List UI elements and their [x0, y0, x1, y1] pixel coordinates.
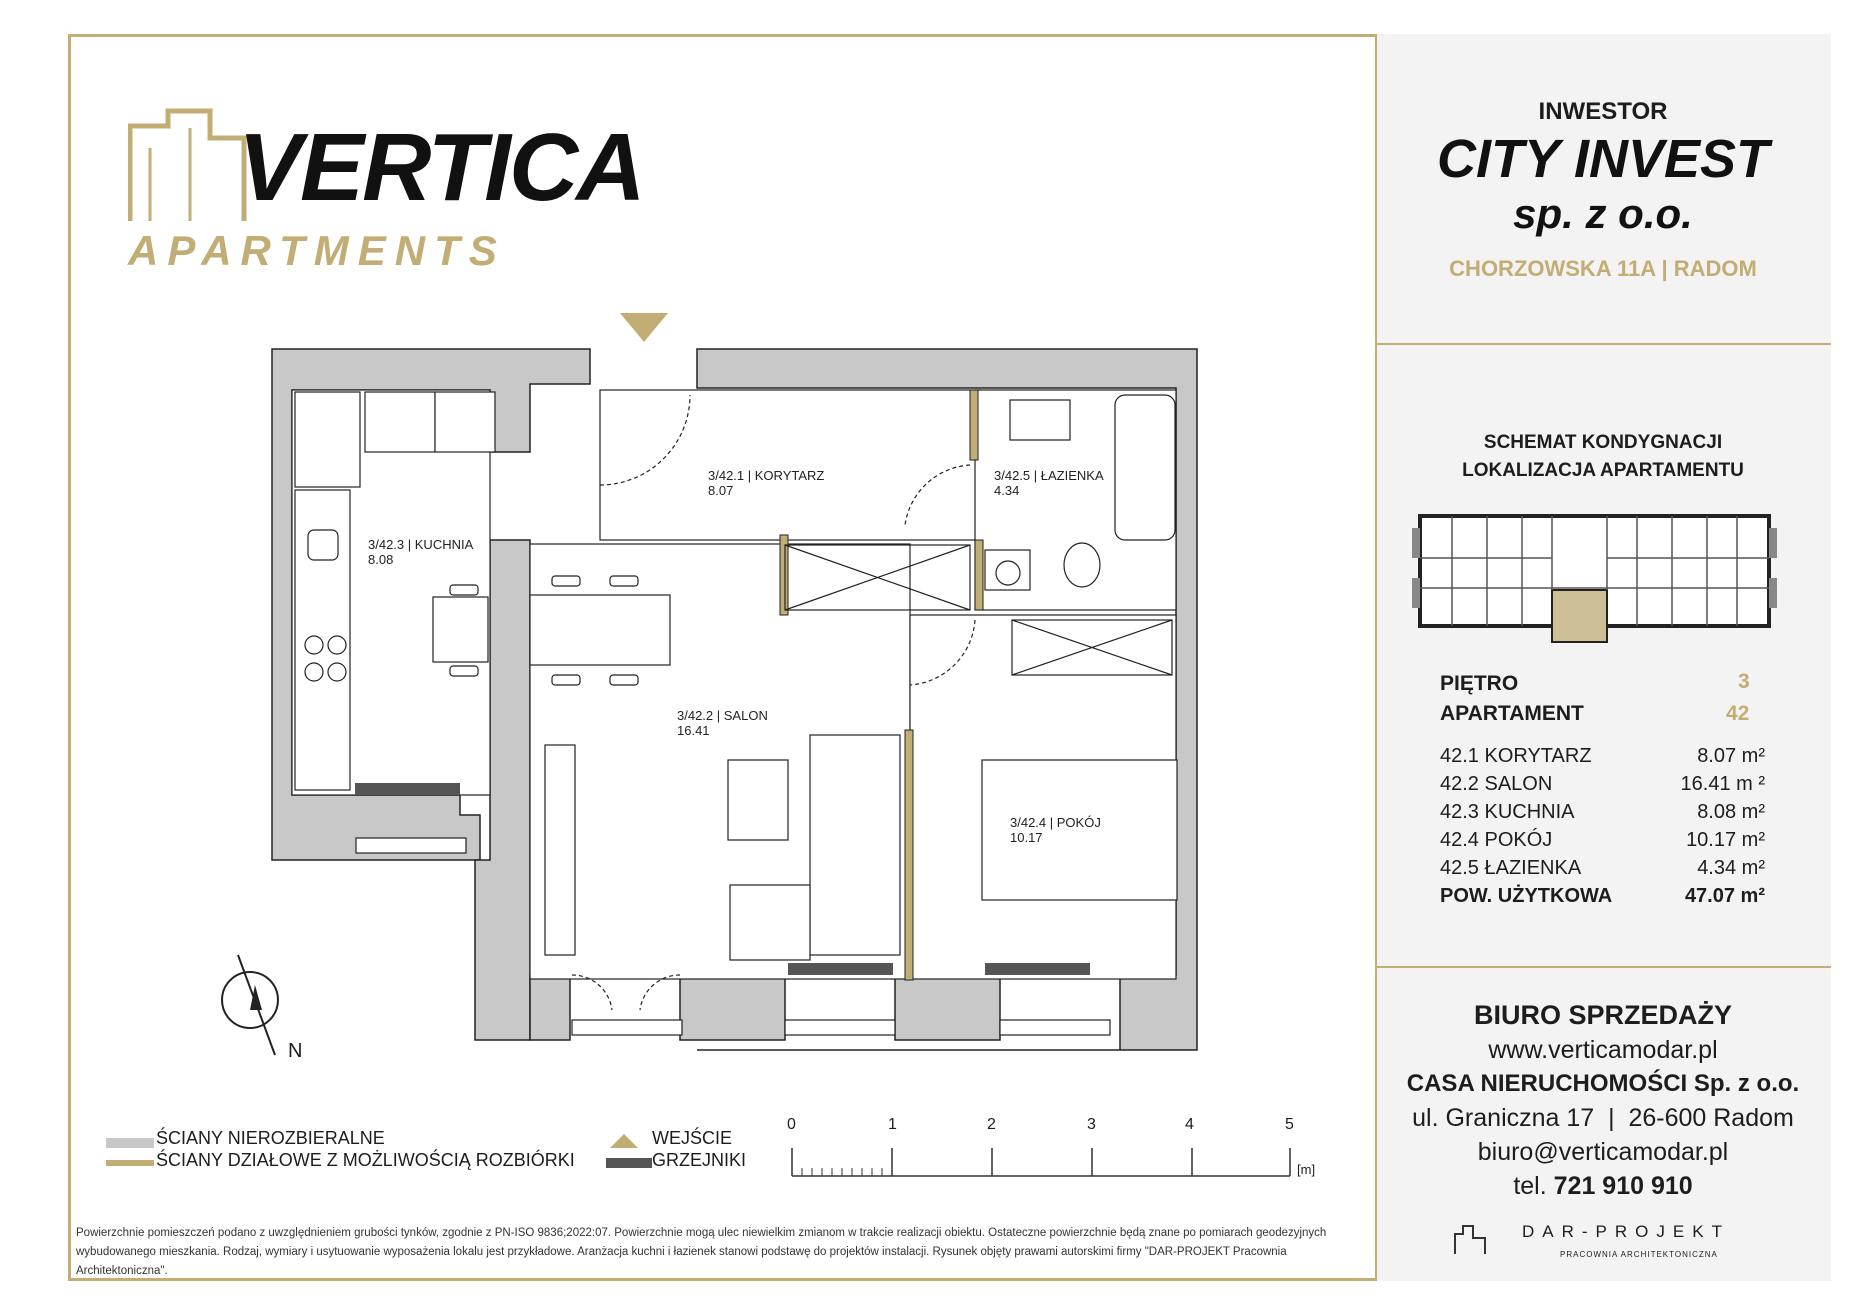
floor-value: 3 [1738, 670, 1750, 693]
legend-swatch-gold [106, 1160, 154, 1166]
legend-removable-walls: ŚCIANY DZIAŁOWE Z MOŻLIWOŚCIĄ ROZBIÓRKI [156, 1150, 575, 1170]
sales-address: ul. Graniczna 17 | 26-600 Radom [1412, 1104, 1794, 1132]
sales-title: BIURO SPRZEDAŻY [1473, 1000, 1733, 1030]
compass-north-label: N [288, 1040, 303, 1062]
table-row: 42.1 KORYTARZ 8.07 m² [1440, 744, 1765, 767]
legend-entrance: WEJŚCIE [652, 1128, 733, 1148]
brand-name: VERTICA [238, 114, 644, 221]
brand-subtitle: APARTMENTS [128, 227, 506, 274]
scheme-subtitle: LOKALIZACJA APARTAMENTU [1462, 460, 1744, 481]
table-row: 42.4 POKÓJ 10.17 m² [1440, 828, 1765, 851]
scheme-title: SCHEMAT KONDYGNACJI [1483, 432, 1723, 453]
investor-label: INWESTOR [1538, 98, 1668, 125]
legend-swatch-radiator [606, 1158, 652, 1168]
table-row: 42.5 ŁAZIENKA 4.34 m² [1440, 856, 1765, 879]
sales-company: CASA NIERUCHOMOŚCI Sp. z o.o. [1406, 1070, 1800, 1097]
room-label-pokoj: 3/42.4 | POKÓJ 10.17 [1010, 815, 1101, 845]
room-label-salon: 3/42.2 | SALON 16.41 [677, 708, 768, 738]
investor-address: CHORZOWSKA 11A | RADOM [1449, 256, 1757, 281]
floor-label: PIĘTRO [1440, 672, 1519, 695]
architect-name: DAR-PROJEKT [1522, 1222, 1730, 1241]
room-area-table [1440, 742, 1765, 910]
entrance-legend-icon [610, 1132, 640, 1150]
sales-phone[interactable]: tel. 721 910 910 [1513, 1172, 1693, 1200]
apartment-label: APARTAMENT [1440, 702, 1584, 725]
sidebar-divider [1375, 966, 1831, 968]
table-row: 42.2 SALON 16.41 m ² [1440, 772, 1765, 795]
apartment-highlight [1552, 590, 1607, 642]
entrance-marker-icon [620, 313, 668, 342]
investor-company: sp. z o.o. [1513, 190, 1693, 237]
legend-radiators: GRZEJNIKI [652, 1150, 747, 1170]
room-label-korytarz: 3/42.1 | KORYTARZ 8.07 [708, 468, 825, 498]
sidebar-divider [1375, 343, 1831, 345]
investor-name: CITY INVEST [1436, 129, 1770, 189]
architect-subtitle: PRACOWNIA ARCHITEKTONICZNA [1560, 1250, 1718, 1259]
floor-scheme [1412, 508, 1777, 643]
total-row: POW. UŻYTKOWA 47.07 m² [1440, 884, 1765, 907]
apartment-value: 42 [1726, 702, 1750, 725]
legend-fixed-walls: ŚCIANY NIEROZBIERALNE [156, 1128, 385, 1148]
table-row: 42.3 KUCHNIA 8.08 m² [1440, 800, 1765, 823]
architect-logo-icon [1453, 1222, 1489, 1256]
sales-website-link[interactable]: www.verticamodar.pl [1488, 1036, 1718, 1064]
compass-icon [222, 955, 278, 1055]
legend-swatch-grey [106, 1138, 154, 1148]
room-label-lazienka: 3/42.5 | ŁAZIENKA 4.34 [994, 468, 1104, 498]
disclaimer-text: Powierzchnie pomieszczeń podano z uwzględnieniem grubości tynków, zgodnie z PN-ISO 9836;2022:07. Powierzchnie mogą ulec niewielkim zmianom w trakcie realizacji obiektu. Ostateczne powierzchnie będą znane po pomiarach geodezyjnych wybudowanego mieszkania. Rodzaj, wymiary i usytuowanie wyposażenia lokalu jest przykładowe. Aranżacja kuchni i łazienek stanowi podstawę do projektów instalacji. Rysunek objęty prawami autorskimi firmy "DAR-PROJEKT Pracownia Architektoniczna". [76, 1227, 1327, 1277]
room-label-kuchnia: 3/42.3 | KUCHNIA 8.08 [368, 537, 474, 567]
sales-email-link[interactable]: biuro@verticamodar.pl [1477, 1138, 1729, 1166]
